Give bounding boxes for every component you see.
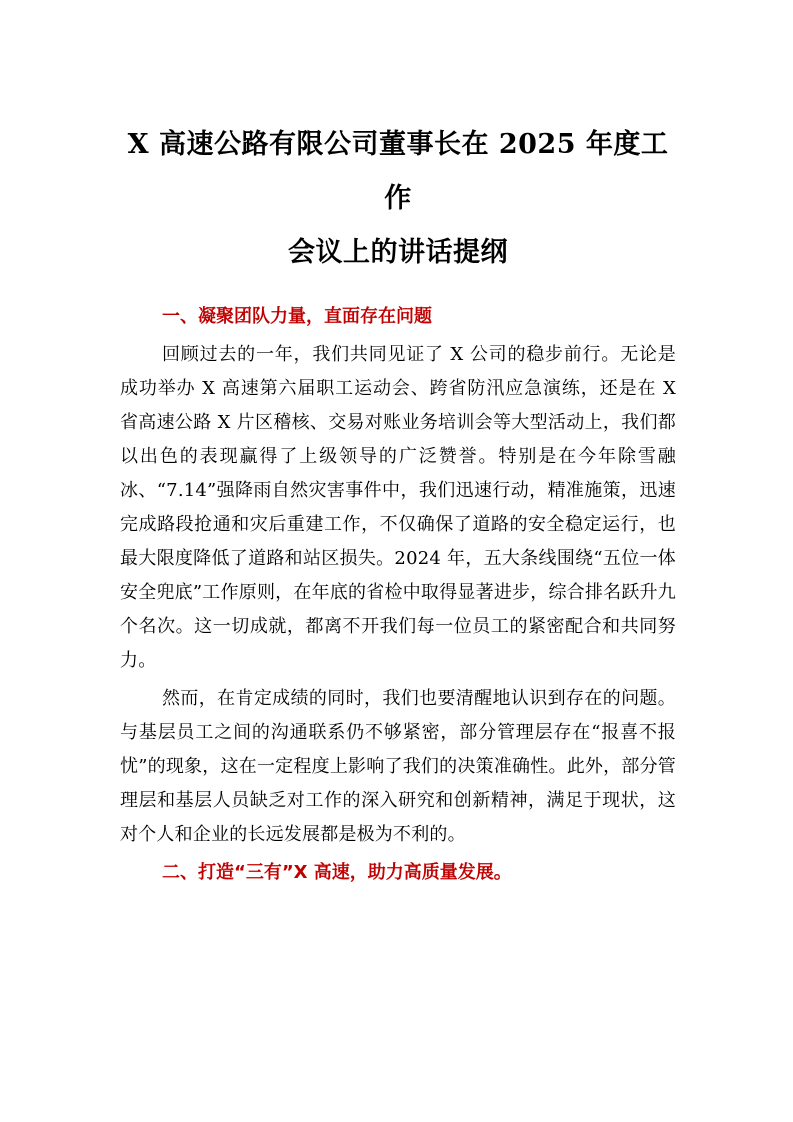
- document-title: [120, 118, 676, 280]
- section-heading-2: 二、打造“三有”X 高速，助力高质量发展。: [162, 862, 512, 883]
- paragraph-1: 回顾过去的一年，我们共同见证了 X 公司的稳步前行。无论是成功举办 X 高速第六届职工运动会、跨省防汛应急演练，还是在 X 省高速公路 X 片区稽核、交易对账业务培训会等大型活动上，我们都以出色的表现赢得了上级领导的广泛赞誉。特别是在今年除雪融冰、“7.14”强降雨自然灾害事件中，我们迅速行动，精准施策，迅速完成路段抢通和灾后重建工作，不仅确保了道路的安全稳定运行，也最大限度降低了道路和站区损失。2024 年，五大条线围绕“五位一体安全兜底”工作原则，在年底的省检中取得显著进步，综合排名跃升九个名次。这一切成就，都离不开我们每一位员工的紧密配合和共同努力。: [120, 344, 676, 671]
- paragraph-2: 然而，在肯定成绩的同时，我们也要清醒地认识到存在的问题。与基层员工之间的沟通联系仍不够紧密，部分管理层存在“报喜不报忧”的现象，这在一定程度上影响了我们的决策准确性。此外，部分管理层和基层人员缺乏对工作的深入研究和创新精神，满足于现状，这对个人和企业的长远发展都是极为不利的。: [120, 688, 676, 845]
- title-line-2: 会议上的讲话提纲: [288, 237, 508, 268]
- section-heading-1: 一、凝聚团队力量，直面存在问题: [162, 306, 432, 327]
- title-line-1: X 高速公路有限公司董事长在 2025 年度工作: [127, 129, 669, 214]
